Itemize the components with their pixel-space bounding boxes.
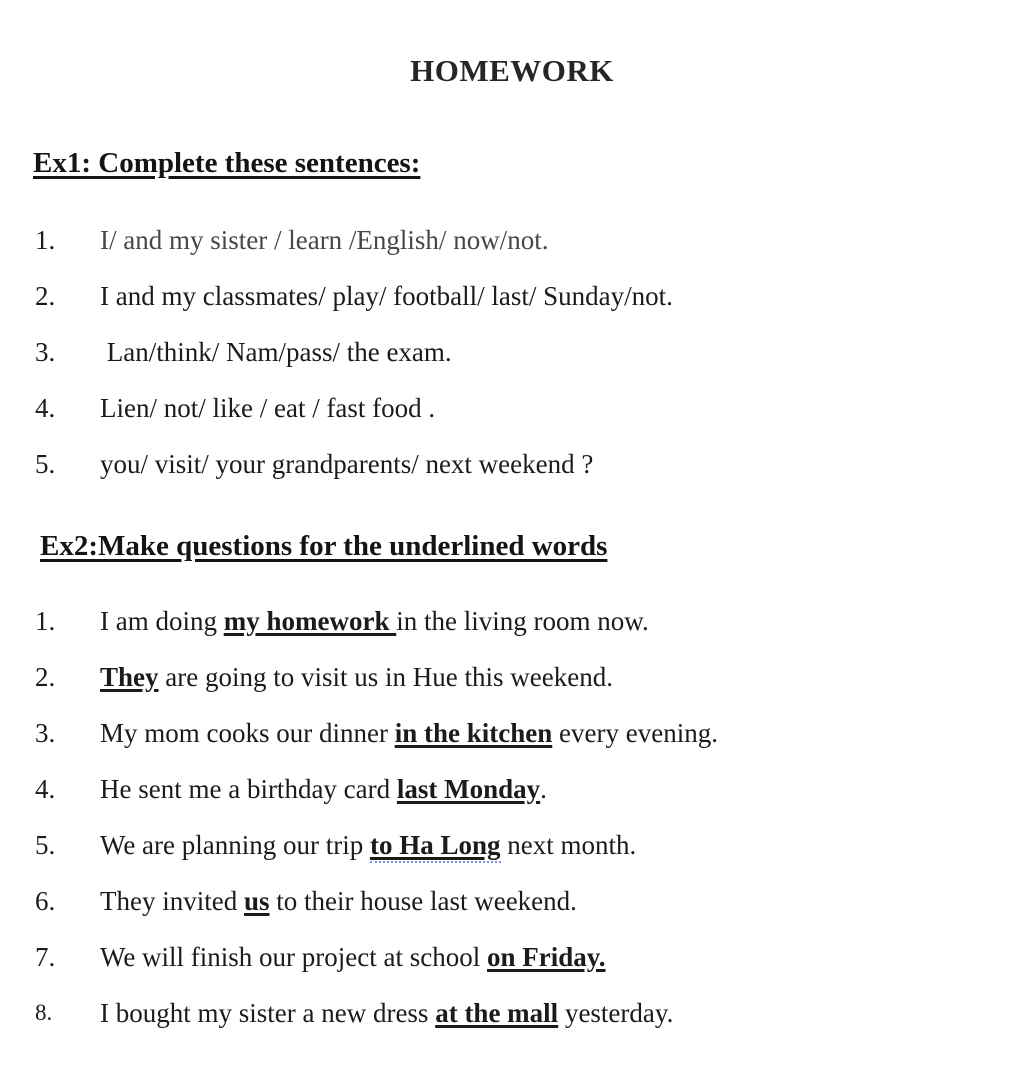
item-text xyxy=(100,830,636,861)
underlined-phrase: They xyxy=(100,662,159,693)
exercise-heading: Ex2:Make questions for the underlined words xyxy=(40,529,608,562)
item-text xyxy=(100,774,547,805)
text-segment: He sent me a birthday card xyxy=(100,774,397,805)
text-segment: I/ and my sister / learn /English/ now/not. xyxy=(100,225,549,256)
text-segment: Lan/think/ Nam/pass/ the exam. xyxy=(100,337,452,368)
numbered-list xyxy=(0,594,1024,1042)
list-item xyxy=(0,269,1024,325)
item-number: 7. xyxy=(35,942,56,973)
list-item xyxy=(0,594,1024,650)
text-segment: I and my classmates/ play/ football/ last/ Sunday/not. xyxy=(100,281,673,312)
text-segment: We will finish our project at school xyxy=(100,942,487,973)
exercise-heading: Ex1: Complete these sentences: xyxy=(33,147,421,179)
item-number: 2. xyxy=(35,281,56,312)
item-number: 5. xyxy=(35,830,56,861)
item-text xyxy=(100,393,435,424)
item-text xyxy=(100,606,649,637)
text-segment: in the living room now. xyxy=(396,606,649,637)
underlined-phrase: last Monday xyxy=(396,774,541,805)
list-item xyxy=(0,818,1024,874)
item-text xyxy=(100,886,577,917)
list-item xyxy=(0,986,1024,1042)
text-segment: are going to visit us in Hue this weekend. xyxy=(158,662,613,693)
item-text xyxy=(100,337,452,368)
text-segment: . xyxy=(540,774,547,805)
text-segment: next month. xyxy=(500,830,637,861)
item-number: 5. xyxy=(35,449,56,480)
numbered-list xyxy=(0,213,1024,493)
underlined-phrase: to Ha Long xyxy=(370,830,501,863)
item-text xyxy=(100,718,718,749)
item-text xyxy=(100,662,613,693)
underlined-phrase: on Friday. xyxy=(487,942,606,973)
text-segment: every evening. xyxy=(552,718,718,749)
item-number: 3. xyxy=(35,718,56,749)
sections-container xyxy=(0,146,1024,1042)
item-text xyxy=(100,998,673,1029)
item-number: 3. xyxy=(35,337,56,368)
list-item xyxy=(0,381,1024,437)
list-item xyxy=(0,706,1024,762)
item-text xyxy=(100,449,593,480)
text-segment: They invited xyxy=(100,886,244,917)
item-text xyxy=(100,942,606,973)
underlined-phrase: us xyxy=(243,886,270,917)
list-item xyxy=(0,930,1024,986)
list-item xyxy=(0,762,1024,818)
text-segment: My mom cooks our dinner xyxy=(100,718,395,749)
text-segment: Lien/ not/ like / eat / fast food . xyxy=(100,393,436,424)
text-segment: you/ visit/ your grandparents/ next weekend ? xyxy=(100,449,594,480)
text-segment: I am doing xyxy=(100,606,224,637)
item-number: 2. xyxy=(35,662,56,693)
document-title: HOMEWORK xyxy=(410,53,614,88)
underlined-phrase: my homework xyxy=(223,606,397,637)
item-number: 1. xyxy=(35,225,56,256)
list-item xyxy=(0,874,1024,930)
list-item xyxy=(0,325,1024,381)
item-text xyxy=(100,281,673,312)
item-number: 4. xyxy=(35,774,56,805)
list-item xyxy=(0,213,1024,269)
list-item xyxy=(0,650,1024,706)
exercise-1 xyxy=(0,146,1024,493)
text-segment: I bought my sister a new dress xyxy=(100,998,436,1029)
item-number: 6. xyxy=(35,886,56,917)
underlined-phrase: at the mall xyxy=(435,998,559,1029)
text-segment: to their house last weekend. xyxy=(269,886,577,917)
item-number: 8. xyxy=(35,1000,53,1026)
text-segment: yesterday. xyxy=(558,998,674,1029)
item-text xyxy=(100,225,548,256)
item-number: 1. xyxy=(35,606,56,637)
item-number: 4. xyxy=(35,393,56,424)
underlined-phrase: in the kitchen xyxy=(394,718,553,749)
text-segment: We are planning our trip xyxy=(100,830,370,861)
list-item xyxy=(0,437,1024,493)
exercise-2 xyxy=(0,529,1024,1042)
